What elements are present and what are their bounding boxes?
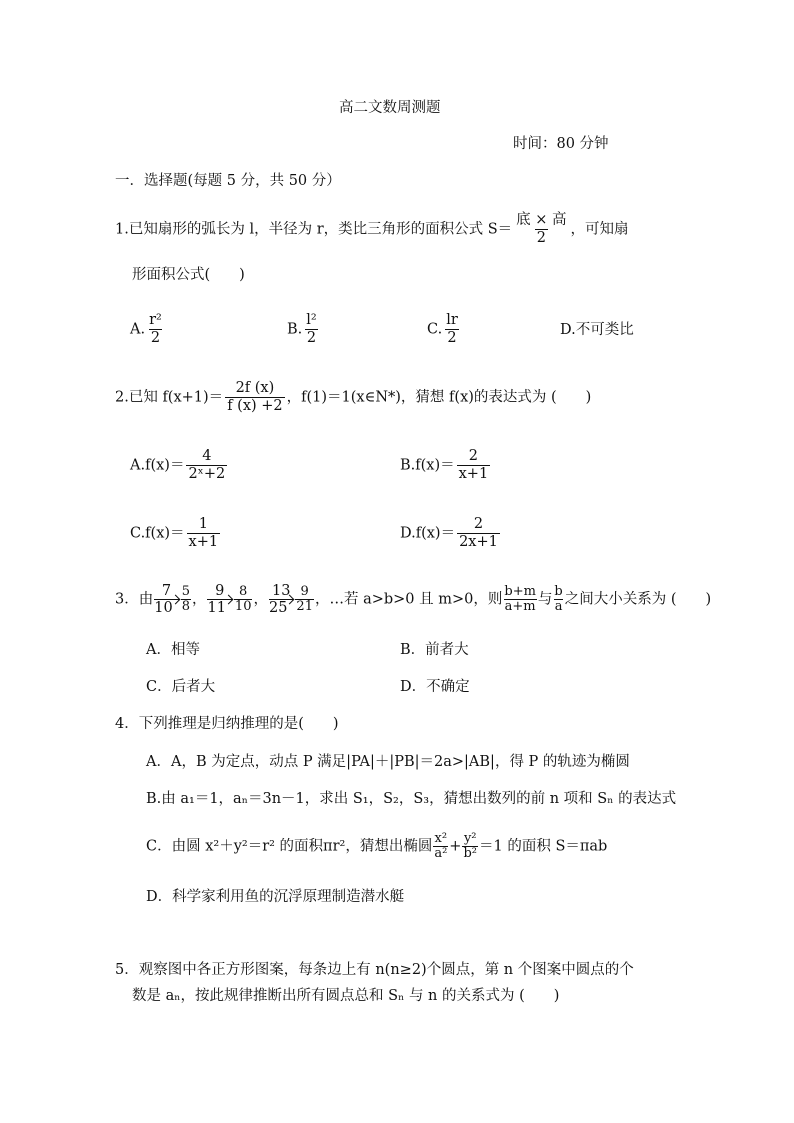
q4-c-text-b: ＝1 的面积 S＝πab — [479, 838, 608, 855]
q2-d-num: 2 — [473, 516, 484, 532]
q3-tail: 之间大小关系为 ( ) — [564, 591, 712, 608]
q4-c-text-a: C．由圆 x²＋y²＝r² 的面积πr²，猜想出椭圆 — [146, 838, 433, 855]
section-heading: 一．选择题(每题 5 分，共 50 分） — [115, 173, 341, 189]
q2-b-label: B.f(x)＝ — [400, 457, 455, 474]
q1-option-d: D.不可类比 — [560, 322, 634, 338]
q1-c-label: C. — [427, 321, 443, 338]
q1-text-a: 1.已知扇形的弧长为 l，半径为 r，类比三角形的面积公式 S＝ — [115, 221, 513, 238]
q1-b-den: 2 — [306, 330, 317, 346]
q1-a-num: r² — [149, 312, 162, 328]
q2-a-num: 4 — [202, 448, 212, 464]
q1-a-den: 2 — [150, 330, 161, 346]
q3-frac-1: $\frac{b+m}{a+m}$ — [504, 584, 536, 614]
q3-frac-2: $\frac{b}{a}$ — [554, 584, 563, 614]
q2-c-den: x+1 — [188, 534, 219, 550]
q1-a-label: A. — [130, 321, 146, 338]
q3-option-c: C．后者大 — [146, 679, 216, 695]
question-2-stem — [115, 380, 591, 415]
q1-c-num: lr — [446, 312, 458, 328]
q3-pair-1: $\frac{7}{10}$ — [154, 583, 178, 616]
q2-frac-den: f (x) +2 — [227, 398, 283, 414]
q2-c-label: C.f(x)＝ — [130, 525, 185, 542]
q2-option-b — [400, 448, 492, 483]
q1-option-c — [427, 312, 462, 347]
q1-frac-den: 2 — [536, 230, 546, 246]
q2-option-c — [130, 516, 222, 551]
question-3-stem: 3．由 $\frac{7}{10}$ $\frac{5}{8}$ ， $\frac{9}{11}$ $\frac{8}{10}$ ， $\frac{13}{25}$ $\frac{9}{21}$ ，…若 a>b>0 且 m>0，则 $\frac{b+m}{a+m}$ 与 $\frac{b}{a}$ 之间大小关系为 ( ) — [115, 583, 712, 616]
q1-c-den: 2 — [447, 330, 457, 346]
q4-option-c: C．由圆 x²＋y²＝r² 的面积πr²，猜想出椭圆 $\frac{\text{x²}}{\text{a²}}$ + $\frac{\text{y²}}{\text{b²}}$ ＝1 的面积 S＝πab — [146, 831, 608, 861]
q2-a-label: A.f(x)＝ — [130, 457, 185, 474]
question-1-stem — [115, 212, 629, 247]
exam-time: 时间：80 分钟 — [513, 136, 609, 152]
q3-option-b: B．前者大 — [400, 642, 469, 658]
question-4-stem: 4．下列推理是归纳推理的是( ) — [115, 716, 339, 732]
q2-frac-num: 2f (x) — [235, 380, 275, 396]
q2-b-den: x+1 — [458, 466, 489, 482]
q2-d-label: D.f(x)＝ — [400, 525, 456, 542]
q4-option-d: D．科学家利用鱼的沉浮原理制造潜水艇 — [146, 889, 405, 905]
q2-text-b: ，f(1)＝1(x∈N*)，猜想 f(x)的表达式为 ( ) — [286, 389, 592, 406]
q3-lead: 3．由 — [115, 591, 154, 608]
q2-text-a: 2.已知 f(x+1)＝ — [115, 389, 224, 406]
q2-fraction — [225, 380, 284, 415]
page-title: 高二文数周测题 — [339, 100, 441, 116]
q4-option-b: B.由 a₁＝1，aₙ＝3n－1，求出 S₁，S₂，S₃，猜想出数列的前 n 项和 Sₙ 的表达式 — [146, 791, 677, 807]
q1-option-b — [287, 312, 321, 347]
question-5-line-2: 数是 aₙ，按此规律推断出所有圆点总和 Sₙ 与 n 的关系式为 ( ) — [132, 988, 560, 1004]
q3-mid: ，…若 a>b>0 且 m>0，则 — [314, 591, 503, 608]
q1-b-num: l² — [306, 312, 317, 328]
q1-b-label: B. — [287, 321, 303, 338]
q1-frac-num: 底 × 高 — [516, 212, 567, 228]
q1-option-a — [130, 312, 166, 347]
q1-text-b: ，可知扇 — [570, 221, 629, 238]
q3-option-d: D．不确定 — [400, 679, 470, 695]
q1-fraction — [514, 212, 568, 247]
q3-option-a: A．相等 — [146, 642, 200, 658]
q2-b-num: 2 — [468, 448, 479, 464]
q4-option-a: A．A，B 为定点，动点 P 满足|PA|＋|PB|＝2a>|AB|，得 P 的轨迹为椭圆 — [146, 754, 630, 770]
question-1-stem-cont: 形面积公式( ) — [132, 267, 245, 283]
q2-option-a — [130, 448, 229, 483]
q2-a-den: 2ˣ+2 — [188, 466, 226, 482]
q3-pair-3: $\frac{13}{25}$ — [269, 583, 293, 616]
q2-d-den: 2x+1 — [459, 534, 498, 550]
q2-c-num: 1 — [198, 516, 208, 532]
q3-pair-2: $\frac{9}{11}$ — [207, 583, 231, 616]
q2-option-d — [400, 516, 502, 551]
question-5-line-1: 5．观察图中各正方形图案，每条边上有 n(n≥2)个圆点，第 n 个图案中圆点的个 — [115, 962, 634, 978]
